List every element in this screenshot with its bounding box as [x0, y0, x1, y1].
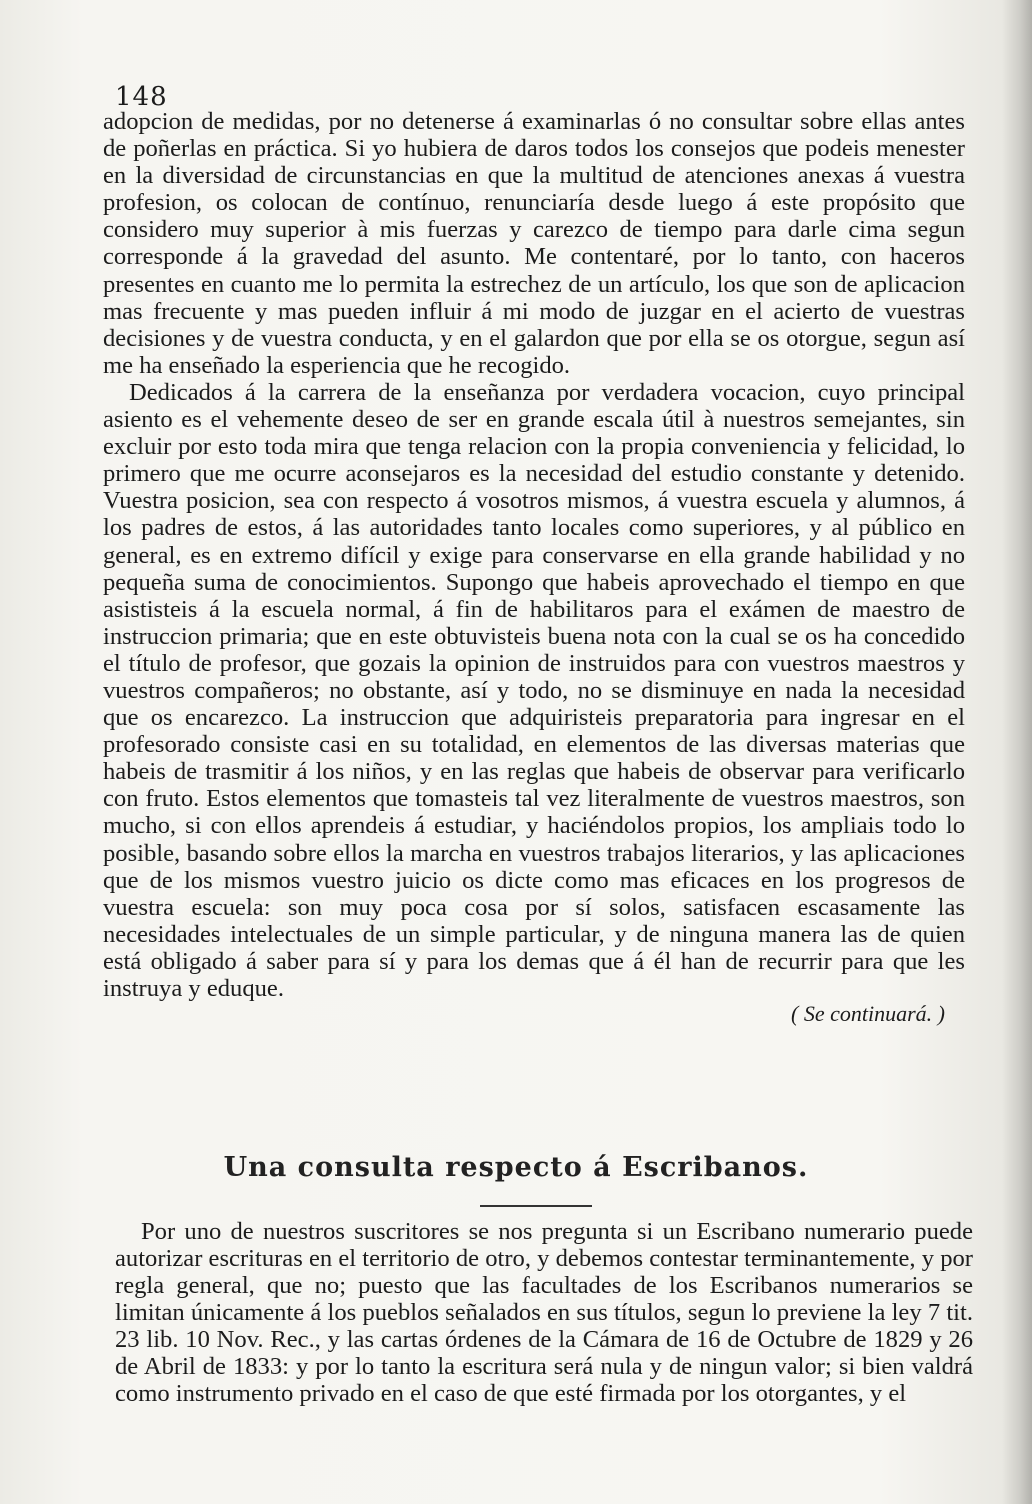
section-title: Una consulta respecto á Escribanos. — [223, 1152, 809, 1183]
section-paragraph-1: Por uno de nuestros suscritores se nos pregunta si un Escribano numerario puede autorizar escrituras en el territorio de otro, y debemos contestar terminantemente, y por regla general, que no; puesto que las facultades de los Escribanos numerarios se limitan únicamente á los pueblos señalados en sus títulos, segun lo previene la ley 7 tit. 23 lib. 10 Nov. Rec., y las cartas órdenes de la Cámara de 16 de Octubre de 1829 y 26 de Abril de 1833: y por lo tanto la escritura será nula y de ningun valor; si bien valdrá como instrumento privado en el caso de que esté firmada por los otorgantes, y el — [115, 1218, 973, 1407]
section-divider — [480, 1205, 592, 1207]
section-body — [115, 1218, 973, 1407]
article-body — [103, 108, 965, 1027]
article-paragraph-2: Dedicados á la carrera de la enseñanza por verdadera vocacion, cuyo principal asiento es el vehemente deseo de ser en grande escala útil à nuestros semejantes, sin excluir por esto toda mira que tenga relacion con la propia conveniencia y felicidad, lo primero que me ocurre aconsejaros es la necesidad del estudio constante y detenido. Vuestra posicion, sea con respecto á vosotros mismos, á vuestra escuela y alumnos, á los padres de estos, á las autoridades tanto locales como superiores, y al público en general, es en extremo difícil y exige para conservarse en ella grande habilidad y no pequeña suma de conocimientos. Supongo que habeis aprovechado el tiempo en que asististeis á la escuela normal, á fin de habilitaros para el exámen de maestro de instruccion primaria; que en este obtuvisteis buena nota con la cual se os ha concedido el título de profesor, que gozais la opinion de instruidos para con vuestros maestros y vuestros compañeros; no obstante, así y todo, no se disminuye en nada la necesidad que os encarezco. La instruccion que adquiristeis preparatoria para ingresar en el profesorado consiste casi en su totalidad, en elementos de las diversas materias que habeis de trasmitir á los niños, y en las reglas que habeis de observar para verificarlo con fruto. Estos elementos que tomasteis tal vez literalmente de vuestros maestros, son mucho, si con ellos aprendeis á estudiar, y haciéndolos propios, los ampliais todo lo posible, basando sobre ellos la marcha en vuestros trabajos literarios, y las aplicaciones que de los mismos vuestro juicio os dicte como mas eficaces en los progresos de vuestra escuela: son muy poca cosa por sí solos, satisfacen escasamente las necesidades intelectuales de un simple particular, y de ninguna manera las de quien está obligado á saber para sí y para los demas que á él han de recurrir para que les instruya y eduque. — [103, 378, 965, 1002]
continued-note: ( Se continuará. ) — [791, 1001, 945, 1027]
page-number: 148 — [115, 82, 168, 112]
page-edge-shadow — [1002, 0, 1032, 1504]
article-paragraph-1: adopcion de medidas, por no detenerse á examinarlas ó no consultar sobre ellas antes de poñerlas en práctica. Si yo hubiera de daros todos los consejos que podeis menester en la diversidad de circunstancias en que la multitud de atenciones anexas á vuestra profesion, os colocan de contínuo, renunciaría desde luego á este propósito que considero muy superior à mis fuerzas y carezco de tiempo para darle cima segun corresponde á la gravedad del asunto. Me contentaré, por lo tanto, con haceros presentes en cuanto me lo permita la estrechez de un artículo, los que son de aplicacion mas frecuente y mas pueden influir á mi modo de juzgar en el acierto de vuestras decisiones y de vuestra conducta, y en el galardon que por ella se os otorgue, segun así me ha enseñado la esperiencia que he recogido. — [103, 108, 965, 379]
